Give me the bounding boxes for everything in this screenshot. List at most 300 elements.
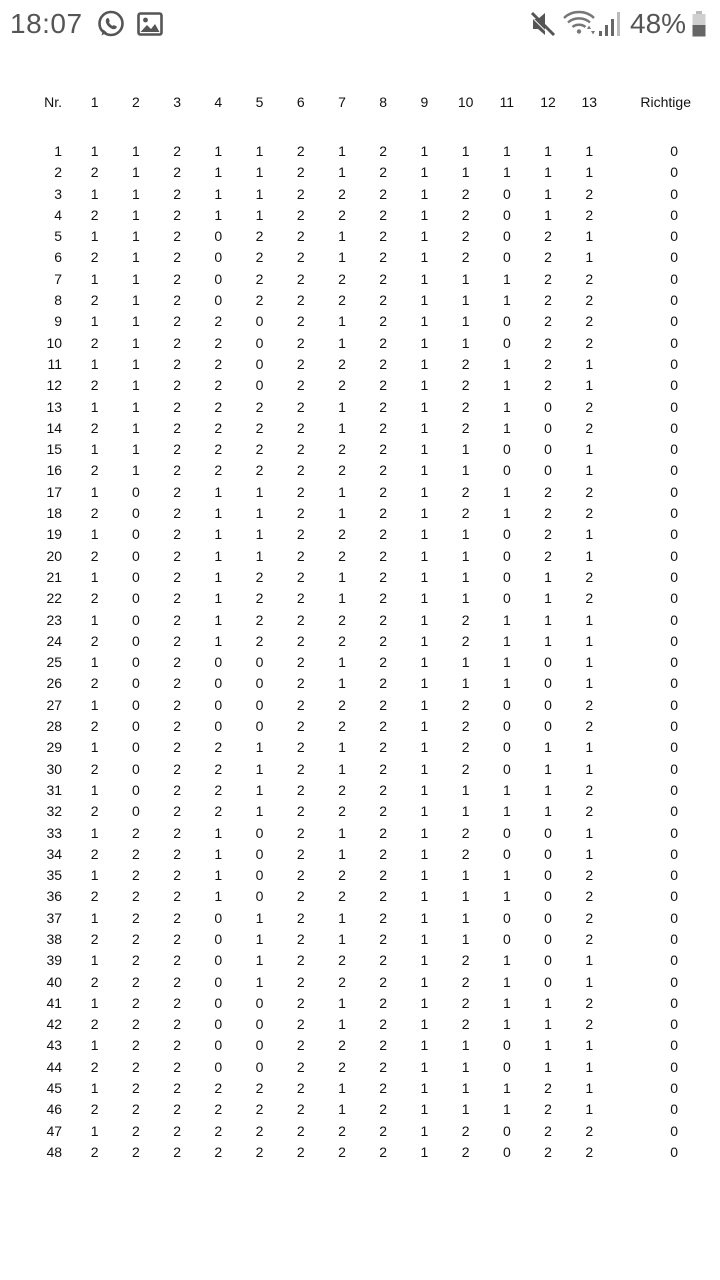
table-cell: 2 [90, 377, 99, 394]
table-cell: 1 [420, 909, 429, 926]
table-cell: 2 [379, 611, 388, 628]
table-cell: 2 [131, 909, 140, 926]
results-table [0, 88, 720, 1163]
row-number: 31 [46, 781, 63, 798]
table-cell: 2 [461, 994, 470, 1011]
table-cell: 2 [173, 930, 181, 947]
table-cell: 2 [379, 632, 388, 649]
table-cell: 2 [585, 185, 594, 202]
table-cell: 1 [255, 909, 264, 926]
richtige-cell: 0 [670, 249, 678, 266]
table-cell: 2 [379, 441, 388, 458]
table-cell: 2 [296, 909, 305, 926]
table-cell: 2 [173, 973, 181, 990]
table-cell: 1 [585, 143, 594, 159]
battery-icon [692, 11, 706, 42]
table-cell: 2 [173, 292, 181, 309]
table-row [0, 354, 720, 375]
header-col: 2 [131, 94, 140, 110]
table-cell: 2 [173, 696, 181, 713]
table-cell: 0 [544, 441, 552, 458]
table-cell: 1 [585, 1080, 594, 1097]
table-cell: 2 [379, 824, 388, 841]
table-cell: 0 [502, 526, 511, 543]
table-cell: 2 [255, 1080, 264, 1097]
table-cell: 2 [338, 718, 346, 735]
table-cell: 0 [255, 845, 264, 862]
table-row [0, 801, 720, 822]
table-cell: 2 [173, 313, 181, 330]
table-cell: 2 [131, 824, 140, 841]
table-cell: 0 [544, 462, 552, 479]
table-cell: 2 [585, 718, 594, 735]
table-cell: 1 [131, 185, 140, 202]
table-cell: 2 [173, 611, 181, 628]
table-cell: 1 [214, 483, 223, 500]
table-cell: 1 [502, 483, 511, 500]
table-cell: 2 [296, 547, 305, 564]
table-cell: 2 [338, 781, 346, 798]
table-cell: 1 [502, 888, 511, 905]
table-cell: 2 [214, 760, 223, 777]
table-row [0, 631, 720, 652]
table-cell: 2 [255, 398, 264, 415]
row-number: 42 [46, 1016, 63, 1033]
table-cell: 0 [131, 483, 140, 500]
richtige-cell: 0 [670, 292, 678, 309]
table-row [0, 823, 720, 844]
row-number: 28 [46, 718, 63, 735]
table-cell: 1 [420, 1101, 429, 1118]
table-cell: 2 [379, 1080, 388, 1097]
table-cell: 1 [338, 249, 346, 266]
table-cell: 1 [214, 611, 223, 628]
table-cell: 1 [585, 675, 594, 692]
table-cell: 0 [502, 462, 511, 479]
table-cell: 2 [296, 334, 305, 351]
table-cell: 1 [214, 824, 223, 841]
table-cell: 1 [214, 590, 223, 607]
table-cell: 2 [379, 845, 388, 862]
table-cell: 2 [338, 1058, 346, 1075]
table-cell: 2 [214, 419, 223, 436]
table-cell: 1 [338, 143, 346, 159]
table-cell: 1 [90, 867, 99, 884]
table-cell: 2 [461, 845, 470, 862]
table-cell: 2 [379, 1058, 388, 1075]
table-cell: 1 [420, 1058, 429, 1075]
table-cell: 2 [90, 1143, 99, 1160]
table-cell: 1 [461, 334, 470, 351]
table-cell: 2 [379, 462, 388, 479]
richtige-cell: 0 [670, 1101, 678, 1118]
table-cell: 1 [420, 803, 429, 820]
table-cell: 2 [461, 760, 470, 777]
table-cell: 2 [296, 185, 305, 202]
table-cell: 1 [255, 803, 264, 820]
table-cell: 2 [296, 143, 305, 159]
richtige-cell: 0 [670, 888, 678, 905]
table-cell: 1 [544, 760, 552, 777]
table-cell: 2 [379, 185, 388, 202]
table-cell: 0 [502, 1143, 511, 1160]
table-cell: 1 [90, 483, 99, 500]
table-cell: 1 [420, 313, 429, 330]
richtige-cell: 0 [670, 398, 678, 415]
table-cell: 2 [461, 505, 470, 522]
table-cell: 2 [173, 1037, 181, 1054]
table-cell: 1 [90, 313, 99, 330]
table-cell: 2 [461, 1143, 470, 1160]
table-cell: 2 [173, 505, 181, 522]
header-col: 8 [379, 94, 388, 110]
table-cell: 0 [502, 228, 511, 245]
table-cell: 0 [131, 696, 140, 713]
table-cell: 1 [131, 206, 140, 223]
table-cell: 2 [296, 803, 305, 820]
table-cell: 1 [420, 781, 429, 798]
table-cell: 1 [544, 632, 552, 649]
table-row [0, 695, 720, 716]
signal-icon [598, 11, 624, 42]
table-cell: 0 [502, 334, 511, 351]
table-cell: 1 [90, 654, 99, 671]
table-cell: 2 [461, 1122, 470, 1139]
table-cell: 2 [131, 973, 140, 990]
table-cell: 2 [338, 632, 346, 649]
mute-icon [530, 10, 556, 43]
table-row [0, 652, 720, 673]
table-cell: 1 [420, 1143, 429, 1160]
table-cell: 0 [214, 1016, 223, 1033]
table-cell: 1 [585, 632, 594, 649]
table-cell: 2 [296, 355, 305, 372]
row-number: 1 [54, 143, 63, 159]
table-cell: 1 [420, 547, 429, 564]
table-cell: 2 [544, 505, 552, 522]
table-row [0, 162, 720, 183]
table-cell: 1 [338, 909, 346, 926]
table-cell: 2 [338, 611, 346, 628]
table-cell: 1 [420, 675, 429, 692]
table-cell: 1 [461, 547, 470, 564]
table-cell: 2 [379, 419, 388, 436]
table-cell: 2 [338, 377, 346, 394]
table-cell: 2 [173, 952, 181, 969]
row-number: 37 [46, 909, 63, 926]
table-cell: 0 [502, 1122, 511, 1139]
table-cell: 0 [255, 1037, 264, 1054]
table-cell: 1 [90, 185, 99, 202]
table-cell: 2 [296, 292, 305, 309]
table-cell: 0 [214, 249, 223, 266]
table-cell: 1 [338, 739, 346, 756]
table-cell: 0 [131, 611, 140, 628]
richtige-cell: 0 [670, 313, 678, 330]
table-cell: 1 [90, 355, 99, 372]
table-cell: 2 [214, 355, 223, 372]
table-cell: 2 [379, 888, 388, 905]
table-cell: 2 [338, 1143, 346, 1160]
table-cell: 2 [296, 739, 305, 756]
table-cell: 2 [173, 419, 181, 436]
table-cell: 1 [585, 164, 594, 181]
richtige-cell: 0 [670, 462, 678, 479]
table-cell: 1 [544, 1016, 552, 1033]
table-cell: 2 [296, 845, 305, 862]
table-cell: 2 [214, 334, 223, 351]
table-cell: 2 [90, 505, 99, 522]
table-cell: 1 [420, 1037, 429, 1054]
table-cell: 1 [90, 228, 99, 245]
table-row [0, 1014, 720, 1035]
table-cell: 2 [379, 526, 388, 543]
table-cell: 2 [379, 696, 388, 713]
table-cell: 1 [338, 334, 346, 351]
table-cell: 2 [173, 994, 181, 1011]
table-cell: 1 [420, 526, 429, 543]
table-row [0, 184, 720, 205]
table-cell: 2 [173, 164, 181, 181]
table-cell: 1 [338, 313, 346, 330]
table-cell: 2 [296, 1122, 305, 1139]
row-number: 30 [46, 760, 63, 777]
table-cell: 2 [338, 952, 346, 969]
table-cell: 1 [585, 739, 594, 756]
table-cell: 1 [214, 888, 223, 905]
table-cell: 2 [544, 313, 552, 330]
table-cell: 2 [379, 483, 388, 500]
table-cell: 1 [420, 334, 429, 351]
table-row [0, 950, 720, 971]
table-cell: 2 [90, 845, 99, 862]
table-cell: 0 [255, 377, 264, 394]
table-row [0, 269, 720, 290]
table-cell: 2 [379, 1101, 388, 1118]
row-number: 35 [46, 867, 63, 884]
table-cell: 1 [585, 1058, 594, 1075]
table-cell: 2 [214, 462, 223, 479]
table-cell: 2 [255, 292, 264, 309]
richtige-cell: 0 [670, 1080, 678, 1097]
header-col: 5 [255, 94, 264, 110]
table-cell: 1 [255, 952, 264, 969]
table-cell: 1 [420, 270, 429, 287]
table-cell: 2 [338, 696, 346, 713]
table-cell: 2 [379, 1037, 388, 1054]
richtige-cell: 0 [670, 845, 678, 862]
table-cell: 2 [296, 313, 305, 330]
row-number: 9 [54, 313, 63, 330]
richtige-cell: 0 [670, 228, 678, 245]
table-cell: 2 [90, 292, 99, 309]
table-cell: 0 [131, 505, 140, 522]
table-cell: 1 [420, 654, 429, 671]
table-cell: 0 [255, 313, 264, 330]
table-cell: 1 [90, 739, 99, 756]
table-cell: 2 [544, 270, 552, 287]
table-cell: 1 [338, 568, 346, 585]
table-cell: 0 [131, 718, 140, 735]
table-cell: 0 [502, 249, 511, 266]
table-cell: 1 [585, 462, 594, 479]
table-cell: 0 [255, 718, 264, 735]
table-cell: 1 [461, 888, 470, 905]
table-cell: 2 [296, 441, 305, 458]
table-cell: 2 [296, 398, 305, 415]
table-cell: 2 [90, 206, 99, 223]
table-cell: 1 [338, 1016, 346, 1033]
table-cell: 2 [90, 675, 99, 692]
table-cell: 2 [131, 1037, 140, 1054]
table-cell: 1 [214, 568, 223, 585]
table-cell: 1 [90, 143, 99, 159]
table-cell: 1 [502, 164, 511, 181]
table-cell: 1 [338, 505, 346, 522]
table-cell: 1 [338, 845, 346, 862]
table-cell: 1 [338, 164, 346, 181]
row-number: 43 [46, 1037, 63, 1054]
table-cell: 2 [379, 1143, 388, 1160]
table-cell: 1 [255, 143, 264, 159]
table-cell: 1 [461, 1080, 470, 1097]
table-cell: 2 [338, 547, 346, 564]
table-cell: 1 [461, 803, 470, 820]
table-cell: 1 [502, 803, 511, 820]
table-cell: 2 [461, 483, 470, 500]
table-cell: 1 [90, 909, 99, 926]
table-cell: 1 [90, 1080, 99, 1097]
table-cell: 1 [255, 185, 264, 202]
table-cell: 1 [585, 760, 594, 777]
table-cell: 0 [502, 313, 511, 330]
table-cell: 2 [544, 1143, 552, 1160]
richtige-cell: 0 [670, 206, 678, 223]
table-cell: 2 [379, 590, 388, 607]
richtige-cell: 0 [670, 483, 678, 500]
table-cell: 2 [131, 1122, 140, 1139]
table-row [0, 439, 720, 460]
table-cell: 0 [502, 441, 511, 458]
table-cell: 2 [173, 824, 181, 841]
table-cell: 2 [173, 888, 181, 905]
table-cell: 1 [502, 143, 511, 159]
table-cell: 1 [90, 441, 99, 458]
table-cell: 0 [544, 696, 552, 713]
table-cell: 1 [420, 568, 429, 585]
table-cell: 0 [255, 696, 264, 713]
table-cell: 1 [502, 1080, 511, 1097]
table-cell: 0 [255, 824, 264, 841]
table-cell: 0 [214, 292, 223, 309]
table-cell: 0 [214, 909, 223, 926]
richtige-cell: 0 [670, 419, 678, 436]
table-cell: 2 [544, 334, 552, 351]
table-cell: 1 [420, 739, 429, 756]
table-cell: 1 [502, 632, 511, 649]
table-cell: 0 [502, 718, 511, 735]
table-cell: 1 [420, 1122, 429, 1139]
table-cell: 1 [544, 164, 552, 181]
table-cell: 2 [173, 590, 181, 607]
table-cell: 1 [502, 377, 511, 394]
table-cell: 1 [502, 781, 511, 798]
table-row [0, 1099, 720, 1120]
wifi-icon [562, 9, 596, 42]
table-cell: 2 [90, 334, 99, 351]
table-cell: 0 [131, 760, 140, 777]
table-cell: 1 [461, 313, 470, 330]
table-cell: 2 [173, 462, 181, 479]
battery-percentage: 48% [630, 8, 687, 39]
table-cell: 2 [90, 718, 99, 735]
table-cell: 0 [544, 952, 552, 969]
table-cell: 1 [502, 398, 511, 415]
table-cell: 1 [420, 930, 429, 947]
table-cell: 0 [255, 654, 264, 671]
table-cell: 1 [420, 206, 429, 223]
richtige-cell: 0 [670, 355, 678, 372]
row-number: 46 [46, 1101, 63, 1118]
row-number: 45 [46, 1080, 63, 1097]
table-cell: 2 [90, 632, 99, 649]
table-cell: 2 [173, 909, 181, 926]
table-cell: 0 [131, 526, 140, 543]
table-cell: 2 [338, 292, 346, 309]
table-cell: 2 [90, 930, 99, 947]
richtige-cell: 0 [670, 867, 678, 884]
table-cell: 2 [90, 419, 99, 436]
table-cell: 0 [214, 718, 223, 735]
table-cell: 2 [173, 398, 181, 415]
table-cell: 0 [214, 1058, 223, 1075]
table-cell: 2 [296, 462, 305, 479]
table-cell: 0 [502, 1058, 511, 1075]
table-cell: 2 [173, 845, 181, 862]
table-cell: 2 [131, 888, 140, 905]
table-cell: 2 [296, 419, 305, 436]
table-row [0, 929, 720, 950]
row-number: 3 [54, 185, 63, 202]
table-cell: 2 [296, 1101, 305, 1118]
table-cell: 0 [544, 845, 552, 862]
table-cell: 1 [131, 249, 140, 266]
table-row [0, 886, 720, 907]
row-number: 12 [46, 377, 63, 394]
table-cell: 0 [214, 696, 223, 713]
table-cell: 1 [502, 611, 511, 628]
table-cell: 2 [255, 228, 264, 245]
table-cell: 1 [585, 845, 594, 862]
table-cell: 2 [585, 419, 594, 436]
row-number: 13 [46, 398, 63, 415]
richtige-cell: 0 [670, 994, 678, 1011]
table-cell: 2 [379, 781, 388, 798]
table-cell: 2 [173, 1143, 181, 1160]
table-cell: 1 [420, 228, 429, 245]
table-cell: 2 [379, 973, 388, 990]
table-cell: 2 [173, 377, 181, 394]
table-cell: 2 [296, 228, 305, 245]
table-cell: 2 [255, 1122, 264, 1139]
table-cell: 1 [131, 441, 140, 458]
table-cell: 2 [544, 377, 552, 394]
table-cell: 0 [544, 675, 552, 692]
row-number: 47 [46, 1122, 63, 1139]
table-cell: 1 [544, 781, 552, 798]
table-cell: 2 [461, 632, 470, 649]
richtige-cell: 0 [670, 143, 678, 159]
